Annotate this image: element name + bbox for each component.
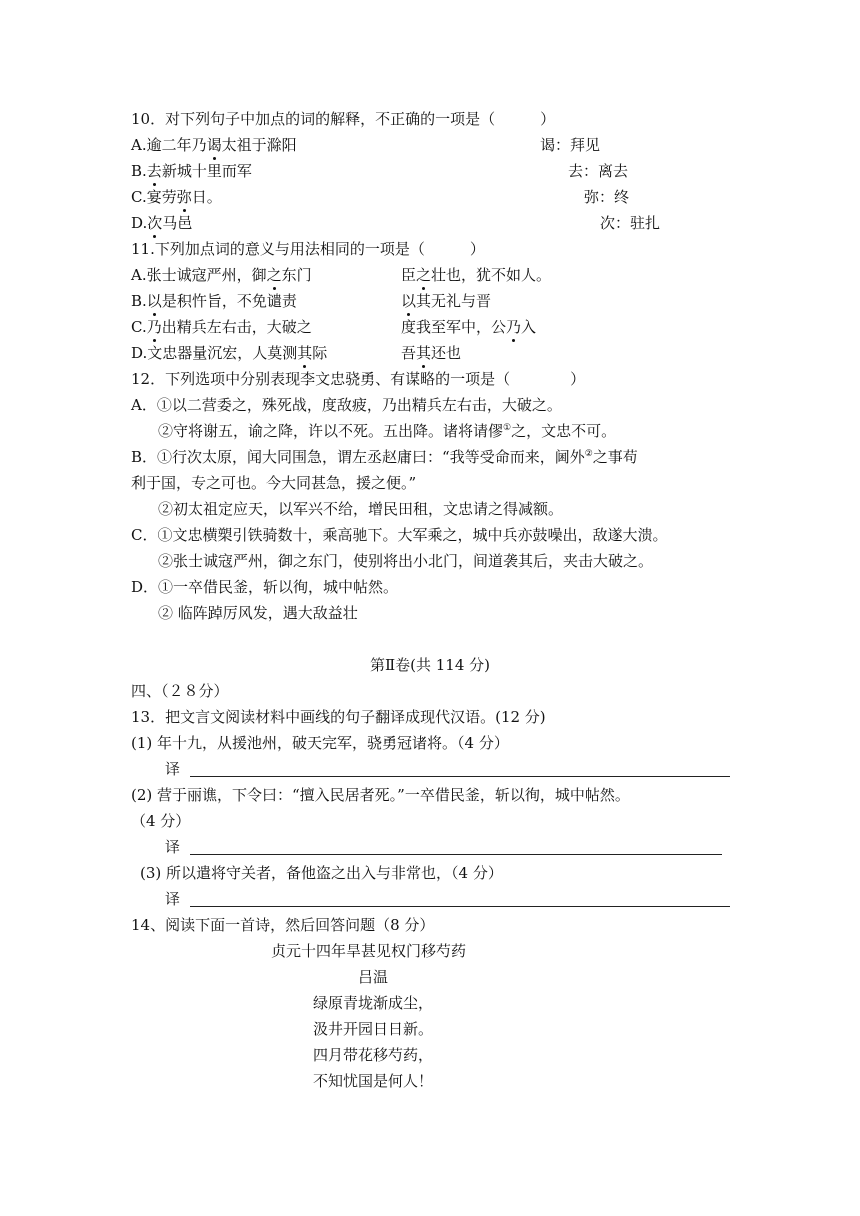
q13-answer-line-3[interactable] <box>190 906 730 907</box>
q13-answer-line-2[interactable] <box>190 854 722 855</box>
q10-option-c-gloss: 弥：终 <box>584 188 630 206</box>
q12-option-b2: ②初太祖定应天，以军兴不给，增民田租，文忠请之得减额。 <box>158 500 564 518</box>
q10-stem: 10．对下列句子中加点的词的解释，不正确的一项是（ ） <box>131 110 556 128</box>
q11-option-d-left: D.文忠器量沉宏，人莫测其际 <box>131 344 328 362</box>
q10-option-b: B.去新城十里而军 <box>131 162 252 180</box>
q14-stem: 14、阅读下面一首诗，然后回答问题（8 分） <box>131 916 435 934</box>
q11-option-a-left: A.张士诚寇严州，御之东门 <box>131 266 312 284</box>
q12-option-c2: ②张士诚寇严州，御之东门，使别将出小北门，间道袭其后，夹击大破之。 <box>158 552 654 570</box>
poem-title: 贞元十四年旱甚见权门移芍药 <box>271 942 467 960</box>
q11-option-b-left: B.以是积忤旨，不免谴责 <box>131 292 297 310</box>
q11-option-b-right: 以其无礼与晋 <box>401 292 492 310</box>
q12-stem: 12．下列选项中分别表现李文忠骁勇、有谋略的一项是（ ） <box>131 370 586 388</box>
q13-sentence-3: (3) 所以遣将守关者，备他盗之出入与非常也，（4 分） <box>140 864 503 882</box>
q12-option-d2: ② 临阵踔厉风发，遇大敌益壮 <box>158 604 358 622</box>
q13-sentence-1: (1) 年十九，从援池州，破天完军，骁勇冠诸将。（4 分） <box>131 734 509 752</box>
q10-option-a: A.逾二年乃谒太祖于滁阳 <box>131 136 297 154</box>
poem-line-4: 不知忧国是何人！ <box>313 1072 434 1090</box>
q12-option-c1: C．①文忠横槊引铁骑数十，乘高驰下。大军乘之，城中兵亦鼓噪出，敌遂大溃。 <box>131 526 668 544</box>
section-title: 第Ⅱ卷(共 114 分) <box>369 656 491 674</box>
q12-option-b1-cont: 利于国，专之可也。今大同甚急，援之便。” <box>131 474 417 492</box>
q11-option-c-right: 度我至军中，公乃入 <box>401 318 537 336</box>
q10-option-d-gloss: 次：驻扎 <box>600 214 661 232</box>
q10-option-a-gloss: 谒：拜见 <box>540 136 601 154</box>
q13-sentence-2-cont: （4 分） <box>131 812 191 830</box>
poem-line-3: 四月带花移芍药， <box>313 1046 434 1064</box>
q11-stem: 11.下列加点词的意义与用法相同的一项是（ ） <box>131 240 485 258</box>
q13-sentence-2: (2) 营于丽谯，下令曰：“擅入民居者死。”一卒借民釜，斩以徇，城中帖然。 <box>131 786 630 804</box>
part-four-heading: 四、（２８分） <box>131 682 229 700</box>
q10-option-d: D.次马邑 <box>131 214 193 232</box>
q12-option-b1: B．①行次太原，闻大同围急，谓左丞赵庸曰：“我等受命而来，阃外②之事苟 <box>131 448 638 466</box>
q11-option-d-right: 吾其还也 <box>401 344 462 362</box>
poem-line-2: 汲井开园日日新。 <box>313 1020 434 1038</box>
q10-option-b-gloss: 去：离去 <box>568 162 629 180</box>
q13-translate-label-2: 译 <box>165 838 181 856</box>
q13-translate-label-1: 译 <box>165 760 181 778</box>
q12-option-d1: D．①一卒借民釜，斩以徇，城中帖然。 <box>131 578 399 596</box>
q10-option-c: C.宴劳弥日。 <box>131 188 222 206</box>
q13-stem: 13．把文言文阅读材料中画线的句子翻译成现代汉语。(12 分) <box>131 708 546 726</box>
q12-option-a1: A．①以二营委之，殊死战，度敌疲，乃出精兵左右击，大破之。 <box>131 396 562 414</box>
q13-translate-label-3: 译 <box>165 890 181 908</box>
q12-option-a2: ②守将谢五，谕之降，许以不死。五出降。诸将请僇①之，文忠不可。 <box>158 422 617 440</box>
q11-option-a-right: 臣之壮也，犹不如人。 <box>401 266 552 284</box>
poem-author: 吕温 <box>358 968 389 986</box>
q11-option-c-left: C.乃出精兵左右击，大破之 <box>131 318 312 336</box>
poem-line-1: 绿原青垅渐成尘， <box>313 994 434 1012</box>
q13-answer-line-1[interactable] <box>190 776 730 777</box>
